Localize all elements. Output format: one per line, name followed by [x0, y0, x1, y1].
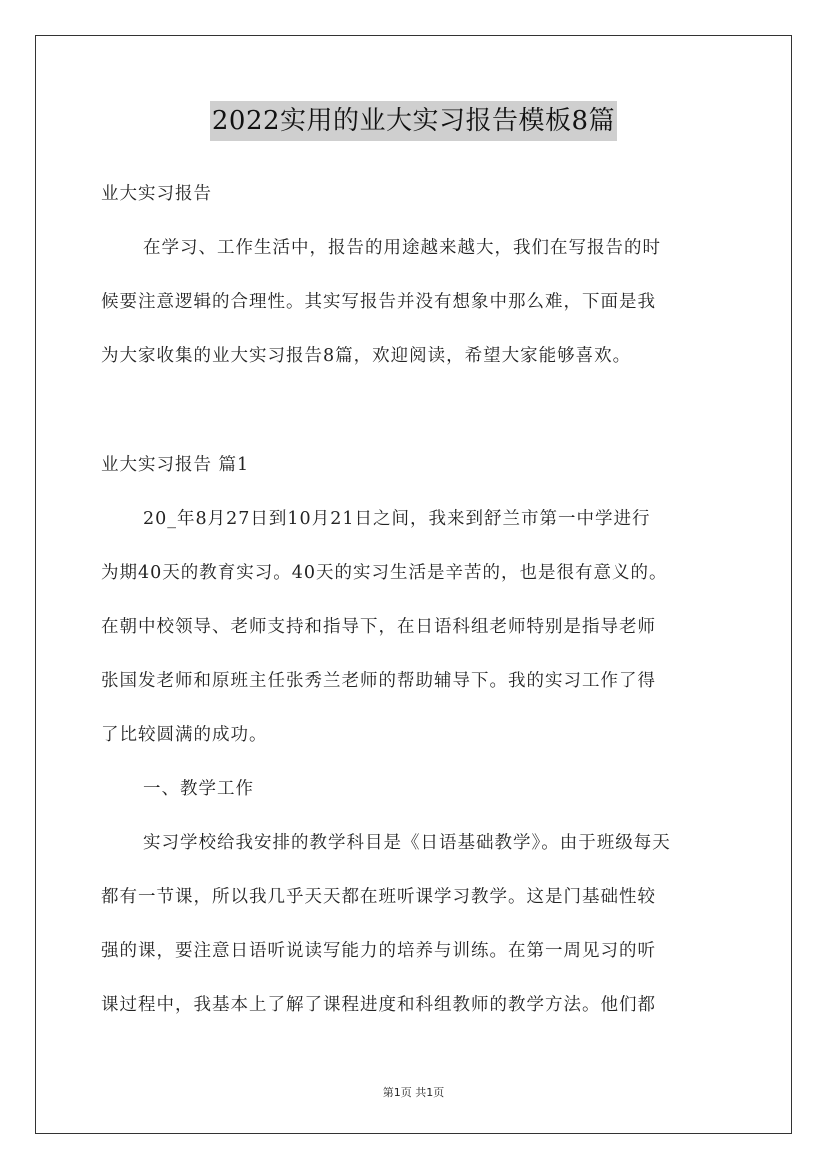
intro-line: 为大家收集的业大实习报告8篇，欢迎阅读，希望大家能够喜欢。 — [101, 346, 632, 366]
intro-line: 候要注意逻辑的合理性。其实写报告并没有想象中那么难，下面是我 — [101, 292, 656, 312]
paragraph-line: 都有一节课，所以我几乎天天都在班听课学习教学。这是门基础性较 — [101, 887, 656, 907]
paragraph-line: 为期40天的教育实习。40天的实习生活是辛苦的，也是很有意义的。 — [101, 563, 668, 583]
document-title: 2022实用的业大实习报告模板8篇 — [210, 101, 617, 141]
paragraph-line: 张国发老师和原班主任张秀兰老师的帮助辅导下。我的实习工作了得 — [101, 671, 656, 691]
paragraph-line: 强的课，要注意日语听说读写能力的培养与训练。在第一周见习的听 — [101, 941, 656, 961]
paragraph-line: 在朝中校领导、老师支持和指导下，在日语科组老师特别是指导老师 — [101, 617, 656, 637]
paragraph-line: 课过程中，我基本上了解了课程进度和科组教师的教学方法。他们都 — [101, 995, 656, 1015]
paragraph-line: 实习学校给我安排的教学科目是《日语基础教学》。由于班级每天 — [143, 833, 671, 853]
page-footer: 第1页 共1页 — [382, 1086, 445, 1099]
subheading: 业大实习报告 — [101, 184, 212, 204]
sub-heading: 一、教学工作 — [143, 779, 254, 799]
paragraph-line: 了比较圆满的成功。 — [101, 725, 268, 745]
section-heading: 业大实习报告 篇1 — [101, 455, 250, 475]
intro-line: 在学习、工作生活中，报告的用途越来越大，我们在写报告的时 — [143, 238, 661, 258]
paragraph-line: 20_年8月27日到10月21日之间，我来到舒兰市第一中学进行 — [143, 509, 651, 529]
